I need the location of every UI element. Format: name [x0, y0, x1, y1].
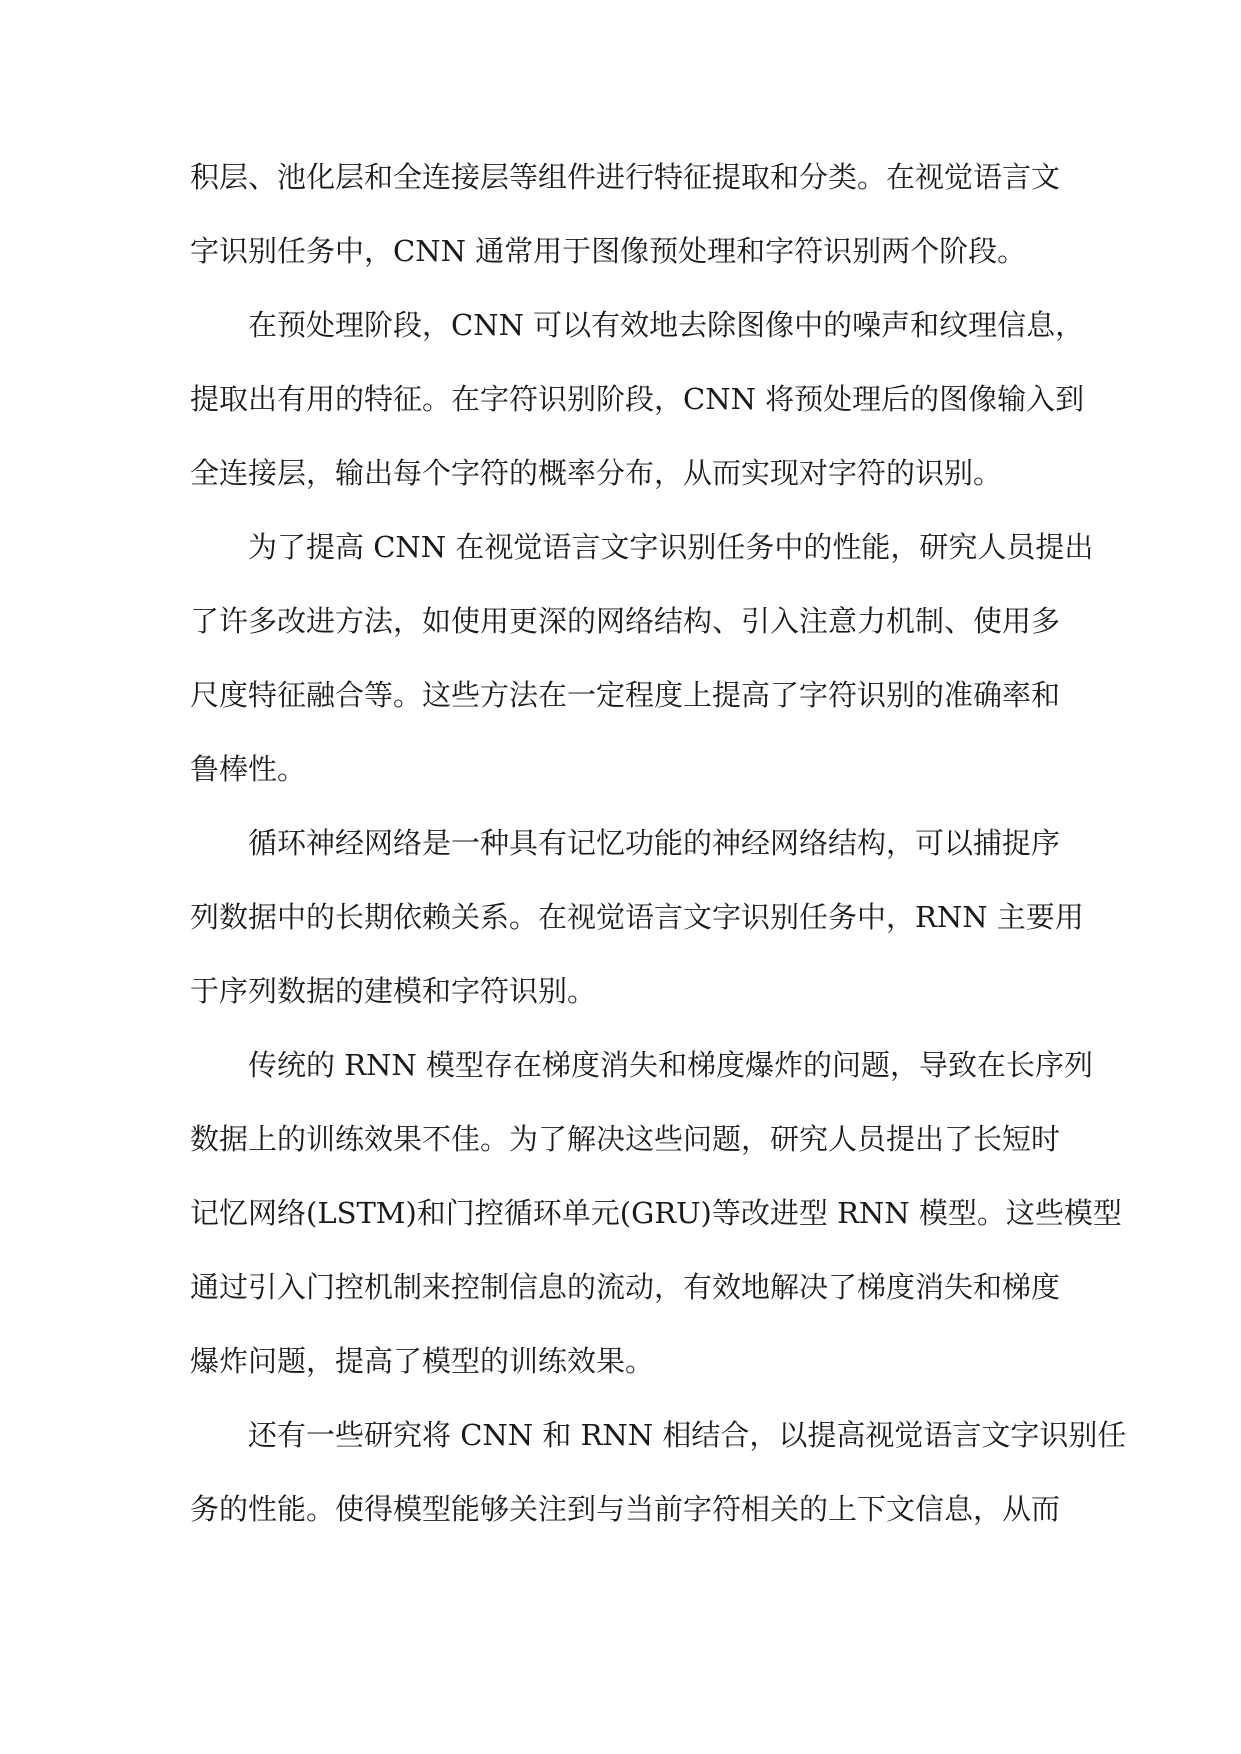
text-line: 还有一些研究将 CNN 和 RNN 相结合，以提高视觉语言文字识别任 — [248, 1418, 1127, 1452]
text-line: 爆炸问题，提高了模型的训练效果。 — [190, 1344, 655, 1378]
body-text — [190, 140, 1127, 1546]
text-line: 提取出有用的特征。在字符识别阶段，CNN 将预处理后的图像输入到 — [190, 382, 1085, 416]
text-line: 数据上的训练效果不佳。为了解决这些问题，研究人员提出了长短时 — [190, 1122, 1061, 1156]
text-line: 全连接层，输出每个字符的概率分布，从而实现对字符的识别。 — [190, 456, 1003, 490]
text-line: 循环神经网络是一种具有记忆功能的神经网络结构，可以捕捉序 — [248, 826, 1061, 860]
text-line: 积层、池化层和全连接层等组件进行特征提取和分类。在视觉语言文 — [190, 160, 1061, 194]
text-line: 了许多改进方法，如使用更深的网络结构、引入注意力机制、使用多 — [190, 604, 1061, 638]
text-line: 列数据中的长期依赖关系。在视觉语言文字识别任务中，RNN 主要用 — [190, 900, 1084, 934]
text-line: 务的性能。使得模型能够关注到与当前字符相关的上下文信息，从而 — [190, 1492, 1061, 1526]
text-line: 在预处理阶段，CNN 可以有效地去除图像中的噪声和纹理信息， — [248, 308, 1085, 342]
text-line: 字识别任务中，CNN 通常用于图像预处理和字符识别两个阶段。 — [190, 234, 1027, 268]
text-line: 尺度特征融合等。这些方法在一定程度上提高了字符识别的准确率和 — [190, 678, 1061, 712]
text-line: 鲁棒性。 — [190, 752, 307, 786]
text-line: 于序列数据的建模和字符识别。 — [190, 974, 597, 1008]
text-line: 为了提高 CNN 在视觉语言文字识别任务中的性能，研究人员提出 — [248, 530, 1094, 564]
text-line: 通过引入门控机制来控制信息的流动，有效地解决了梯度消失和梯度 — [190, 1270, 1061, 1304]
text-line: 记忆网络(LSTM)和门控循环单元(GRU)等改进型 RNN 模型。这些模型 — [190, 1196, 1122, 1230]
text-line: 传统的 RNN 模型存在梯度消失和梯度爆炸的问题，导致在长序列 — [248, 1048, 1094, 1082]
